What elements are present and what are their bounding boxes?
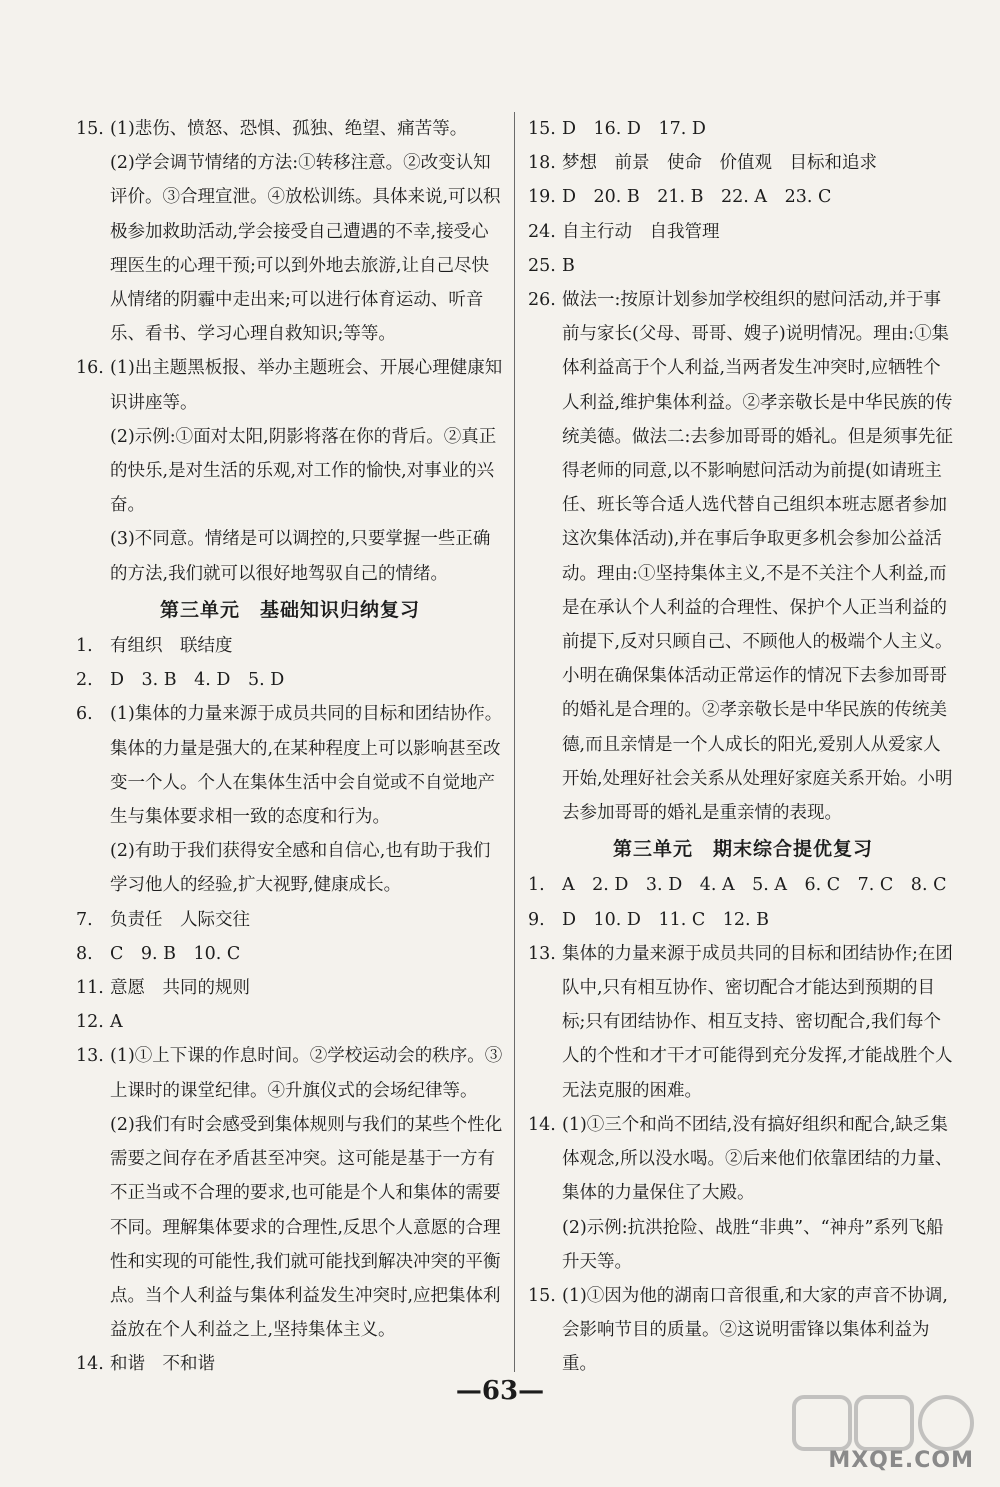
answer-text: (2)我们有时会感受到集体规则与我们的某些个性化需要之间存在矛盾甚至冲突。这可能是基于一方有不正当或不合理的要求,也可能是个人和集体的需要不同。理解集体要求的合理性,反思个人意愿的合理性和实现的可能性,我们就可能找到解决冲突的平衡点。当个人利益与集体利益发生冲突时,应把集体利益放在个人利益之上,坚持集体主义。	[110, 1114, 503, 1341]
item-number: 18.	[528, 153, 556, 174]
item-number: 13.	[76, 1046, 104, 1067]
item-number: 26.	[528, 290, 556, 311]
item-number: 15.	[76, 119, 104, 139]
item-number: 14.	[76, 1354, 104, 1375]
answer-item	[528, 215, 958, 249]
answer-item	[76, 629, 504, 663]
answer-item	[528, 146, 958, 180]
item-number: 6.	[76, 704, 93, 725]
section-title: 第三单元 基础知识归纳复习	[159, 598, 420, 621]
answer-text: (1)集体的力量来源于成员共同的目标和团结协作。集体的力量是强大的,在某种程度上可以影响甚至改变一个人。个人在集体生活中会自觉或不自觉地产生与集体要求相一致的态度和行为。	[110, 704, 503, 828]
answer-text: 做法一:按原计划参加学校组织的慰问活动,并于事前与家长(父母、哥哥、嫂子)说明情况。理由:①集体利益高于个人利益,当两者发生冲突时,应牺牲个人利益,维护集体利益。②孝亲敬长是中华民族的传统美德。做法二:去参加哥哥的婚礼。但是须事先征得老师的同意,以不影响慰问活动为前提(如请班主任、班长等合适人选代替自己组织本班志愿者参加这次集体活动),并在事后争取更多机会参加公益活动。理由:①坚持集体主义,不是不关注个人利益,而是在承认个人利益的合理性、保护个人正当利益的前提下,反对只顾自己、不顾他人的极端个人主义。小明在确保集体活动正常运作的情况下去参加哥哥的婚礼是合理的。②孝亲敬长是中华民族的传统美德,而且亲情是一个人成长的阳光,爱别人从爱家人开始,处理好社会关系从处理好家庭关系开始。小明去参加哥哥的婚礼是重亲情的表现。	[562, 290, 953, 824]
answer-text: D 10. D 11. C 12. B	[562, 909, 769, 930]
item-number: 12.	[76, 1012, 104, 1033]
answer-text: (1)出主题黑板报、举办主题班会、开展心理健康知识讲座等。	[110, 358, 503, 413]
answer-item	[76, 937, 504, 971]
answer-item	[76, 697, 504, 902]
answer-text: 自主行动 自我管理	[562, 221, 720, 242]
answer-item	[528, 1279, 958, 1382]
answer-text: 负责任 人际交往	[110, 909, 250, 930]
answer-text: A 2. D 3. D 4. A 5. A 6. C 7. C 8. C	[562, 875, 947, 896]
item-number: 1.	[76, 636, 93, 657]
answer-text: (1)悲伤、愤怒、恐惧、孤独、绝望、痛苦等。	[110, 119, 468, 139]
item-number: 24.	[528, 221, 556, 242]
item-number: 15.	[528, 119, 556, 139]
answer-text: 意愿 共同的规则	[110, 978, 250, 999]
answer-text: D 3. B 4. D 5. D	[110, 670, 285, 691]
item-number: 13.	[528, 943, 556, 964]
item-number: 16.	[76, 358, 104, 379]
answer-text: D 16. D 17. D	[562, 119, 706, 139]
answer-item	[528, 903, 958, 937]
right-column	[528, 112, 958, 1382]
answer-text: (2)示例:抗洪抢险、战胜“非典”、“神舟”系列飞船升天等。	[562, 1217, 944, 1272]
answer-text: 梦想 前景 使命 价值观 目标和追求	[562, 153, 877, 174]
answer-text: (3)不同意。情绪是可以调控的,只要掌握一些正确的方法,我们就可以很好地驾驭自己的情绪。	[110, 529, 491, 584]
item-number: 8.	[76, 943, 93, 964]
answer-text: (2)有助于我们获得安全感和自信心,也有助于我们学习他人的经验,扩大视野,健康成长。	[110, 841, 491, 896]
answer-item	[528, 180, 958, 214]
page-number: —63—	[455, 1376, 545, 1406]
item-number: 7.	[76, 909, 93, 930]
answer-text: (1)①因为他的湖南口音很重,和大家的声音不协调,会影响节目的质量。②这说明雷锋以集体利益为重。	[562, 1285, 948, 1375]
answer-text: (2)学会调节情绪的方法:①转移注意。②改变认知评价。③合理宣泄。④放松训练。具体来说,可以积极参加救助活动,学会接受自己遭遇的不幸,接受心理医生的心理干预;可以到外地去旅游,让自己尽快从情绪的阴霾中走出来;可以进行体育运动、听音乐、看书、学习心理自救知识;等等。	[110, 153, 501, 345]
item-number: 9.	[528, 909, 545, 930]
answer-item	[76, 903, 504, 937]
answer-item	[528, 249, 958, 283]
answer-text: 有组织 联结度	[110, 636, 233, 657]
answer-text: 和谐 不和谐	[110, 1354, 215, 1375]
answer-item	[76, 1039, 504, 1347]
answer-text: (1)①三个和尚不团结,没有搞好组织和配合,缺乏集体观念,所以没水喝。②后来他们依靠团结的力量、集体的力量保住了大殿。	[562, 1114, 953, 1204]
item-number: 11.	[76, 978, 104, 999]
answer-item	[528, 868, 958, 902]
answer-text: B	[562, 255, 575, 276]
answer-text: C 9. B 10. C	[110, 943, 241, 964]
item-number: 14.	[528, 1114, 556, 1135]
item-number: 25.	[528, 255, 556, 276]
answer-item	[76, 112, 504, 351]
answer-text: 集体的力量来源于成员共同的目标和团结协作;在团队中,只有相互协作、密切配合才能达到预期的目标;只有团结协作、相互支持、密切配合,我们每个人的个性和才干才可能得到充分发挥,才能战胜个人无法克服的困难。	[562, 943, 953, 1101]
answer-text: (2)示例:①面对太阳,阴影将落在你的背后。②真正的快乐,是对生活的乐观,对工作的愉快,对事业的兴奋。	[110, 426, 497, 516]
answer-item	[528, 1108, 958, 1279]
item-number: 19.	[528, 187, 556, 208]
left-column	[76, 112, 504, 1382]
item-number: 1.	[528, 875, 545, 896]
answer-item	[528, 112, 958, 146]
answer-text: A	[110, 1012, 123, 1033]
answer-item	[76, 971, 504, 1005]
answer-item	[76, 351, 504, 590]
answer-item	[76, 1005, 504, 1039]
section-title: 第三单元 期末综合提优复习	[612, 838, 873, 861]
answer-text: (1)①上下课的作息时间。②学校运动会的秩序。③上课时的课堂纪律。④升旗仪式的会场纪律等。	[110, 1046, 503, 1101]
answer-item	[528, 937, 958, 1108]
answer-item	[528, 283, 958, 830]
answer-item	[76, 663, 504, 697]
item-number: 15.	[528, 1285, 556, 1306]
watermark-text: MXQE.COM	[828, 1448, 974, 1473]
item-number: 2.	[76, 670, 93, 691]
column-divider	[514, 112, 515, 1372]
answer-text: D 20. B 21. B 22. A 23. C	[562, 187, 832, 208]
